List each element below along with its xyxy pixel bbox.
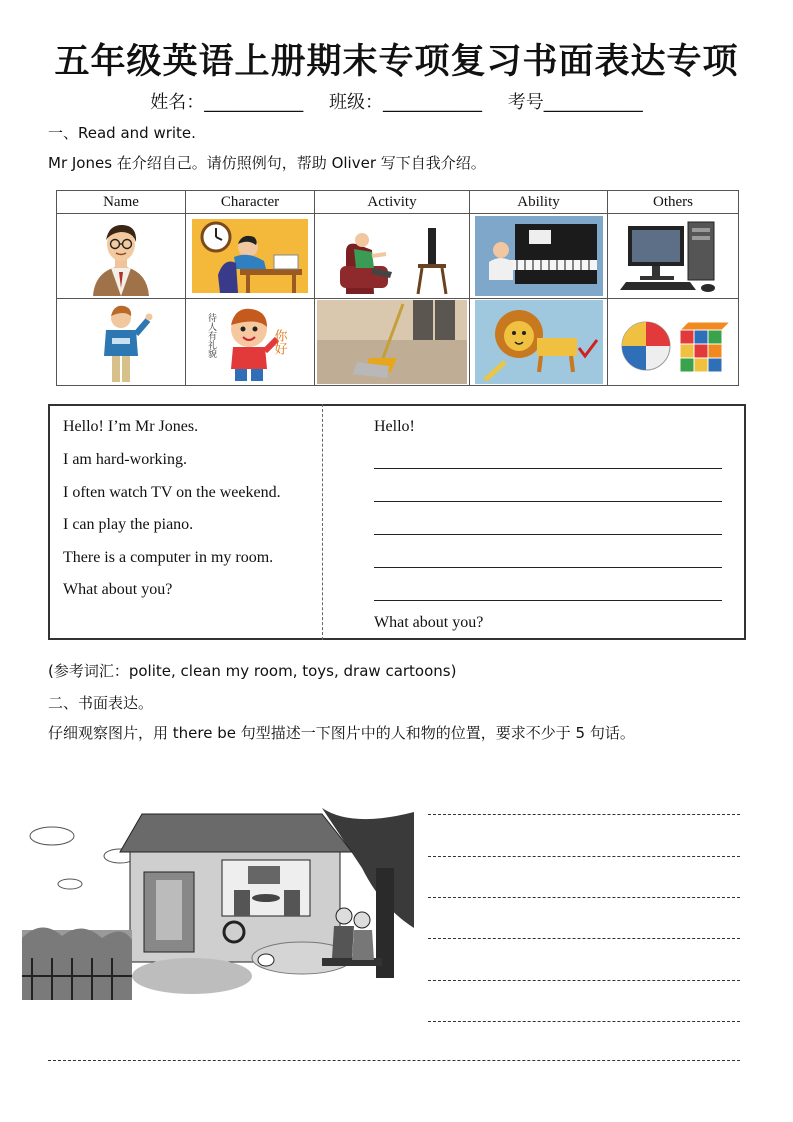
- writing-line[interactable]: [428, 814, 740, 815]
- example-line: I am hard-working.: [63, 451, 187, 468]
- cell-mr-jones-portrait: [57, 214, 186, 299]
- section2-instruction: 仔细观察图片，用 there be 句型描述一下图片中的人和物的位置，要求不少于 5 句话。: [48, 724, 635, 742]
- page-title: 五年级英语上册期末专项复习书面表达专项: [54, 42, 739, 82]
- writing-line[interactable]: [428, 980, 740, 981]
- cell-computer: [608, 214, 739, 299]
- answer-end-text: What about you?: [374, 614, 484, 631]
- piano-icon: [475, 216, 603, 296]
- answer-blank[interactable]: [374, 567, 722, 568]
- cell-toys: [608, 299, 739, 386]
- example-line: There is a computer in my room.: [63, 549, 274, 566]
- boy-waving-icon: [86, 300, 156, 384]
- answer-blank[interactable]: [374, 468, 722, 469]
- man-with-glasses-icon: [81, 216, 161, 296]
- box-divider: [322, 404, 323, 640]
- polite-sign-text: 你好: [271, 329, 287, 355]
- house-scene-illustration: [22, 808, 414, 1000]
- header-ability: Ability: [470, 191, 608, 214]
- header-others: Others: [608, 191, 739, 214]
- cell-polite: [186, 299, 315, 386]
- toys-icon: [614, 302, 732, 382]
- writing-line[interactable]: [428, 1021, 740, 1022]
- table-row-oliver: [57, 299, 739, 386]
- header-name: Name: [57, 191, 186, 214]
- class-field[interactable]: 班级：___________: [329, 92, 482, 113]
- watching-tv-icon: [332, 216, 452, 296]
- header-activity: Activity: [315, 191, 470, 214]
- studying-boy-icon: [190, 217, 310, 295]
- writing-line[interactable]: [428, 938, 740, 939]
- writing-line[interactable]: [428, 856, 740, 857]
- answer-blank[interactable]: [374, 501, 722, 502]
- section2-heading: 二、书面表达。: [48, 694, 154, 712]
- computer-icon: [618, 216, 728, 296]
- student-info: [0, 88, 793, 114]
- sweeping-icon: [317, 300, 467, 384]
- cell-clean-room: [315, 299, 470, 386]
- writing-line[interactable]: [428, 897, 740, 898]
- polite-vertical-text: 待人有礼貌: [206, 313, 216, 358]
- example-line: I can play the piano.: [63, 516, 194, 533]
- cell-oliver-portrait: [57, 299, 186, 386]
- cell-hard-working: [186, 214, 315, 299]
- lion-drawing-icon: [475, 300, 603, 384]
- example-line: What about you?: [63, 581, 173, 598]
- example-line: Hello! I’m Mr Jones.: [63, 418, 199, 435]
- answer-blank[interactable]: [374, 534, 722, 535]
- vocab-hint: (参考词汇：polite, clean my room, toys, draw cartoons): [48, 662, 457, 680]
- cell-play-piano: [470, 214, 608, 299]
- picture-table: [56, 190, 739, 386]
- section1-heading: 一、Read and write.: [48, 124, 196, 142]
- answer-blank[interactable]: [374, 600, 722, 601]
- header-character: Character: [186, 191, 315, 214]
- table-row-mr-jones: [57, 214, 739, 299]
- name-field[interactable]: 姓名：___________: [150, 92, 304, 113]
- number-field[interactable]: 考号___________: [507, 92, 643, 113]
- table-header-row: [57, 191, 739, 214]
- writing-line[interactable]: [48, 1060, 740, 1061]
- example-line: I often watch TV on the weekend.: [63, 484, 281, 501]
- cell-watch-tv: [315, 214, 470, 299]
- section1-instruction: Mr Jones 在介绍自己。请仿照例句，帮助 Oliver 写下自我介绍。: [48, 154, 486, 172]
- cell-draw-cartoons: [470, 299, 608, 386]
- answer-start-text: Hello!: [374, 418, 415, 435]
- polite-boy-icon: [191, 299, 309, 385]
